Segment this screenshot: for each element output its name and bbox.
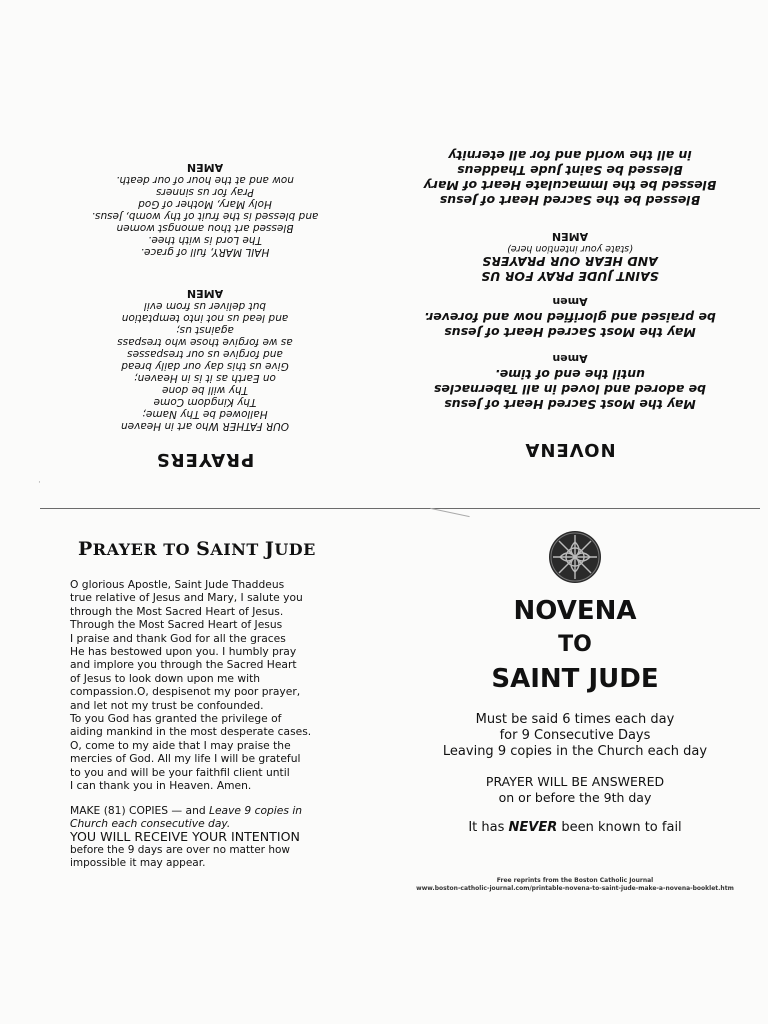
prayer-line: compassion.O, despisenot my poor prayer,: [70, 685, 301, 699]
prayer-body: [70, 578, 350, 793]
intention-promise: YOU WILL RECEIVE YOUR INTENTION: [70, 828, 300, 844]
prayer-line: on Earth as it is in Heaven;: [134, 372, 276, 384]
prayer-line: The Lord is with thee.: [148, 234, 262, 246]
novena-block-4: [400, 148, 740, 208]
prayer-line: now and at the hour of our death.: [116, 174, 294, 186]
prayer-line: Give us this day our daily bread: [121, 360, 289, 372]
prayer-line: through the Most Sacred Heart of Jesus.: [70, 604, 284, 618]
novena-line: SAINT JUDE PRAY FOR US: [481, 269, 659, 284]
prayer-line: I can thank you in Heaven. Amen.: [70, 779, 252, 793]
prayer-line: to you and will be your faithfil client until: [70, 765, 290, 779]
before-line: impossible it may appear.: [70, 856, 206, 869]
novena-block-1: [400, 352, 740, 412]
prayer-line: I praise and thank God for all the graces: [70, 631, 286, 645]
prayer-line: He has bestowed upon you. I humbly pray: [70, 645, 297, 659]
novena-line: until the end of time.: [495, 367, 645, 382]
prayer-line: OUR FATHER Who art in Heaven: [120, 420, 290, 432]
novena-block-2: [400, 295, 740, 340]
prayer-line: of Jesus to look down upon me with: [70, 671, 261, 685]
prayer-line: mercies of God. All my life I will be grateful: [70, 752, 301, 766]
prayer-line: Hallowed be Thy Name;: [142, 408, 268, 420]
amen-label: AMEN: [186, 161, 224, 174]
before-line: before the 9 days are over no matter how: [70, 843, 291, 856]
intention-note: (state your intention here): [507, 243, 633, 254]
prayer-line: and implore you through the Sacred Heart: [70, 658, 297, 672]
prayer-line: against us;: [176, 324, 234, 336]
cover-title: [400, 594, 750, 696]
instruction-line: Must be said 6 times each day: [475, 712, 675, 727]
novena-line: May the Most Sacred Heart of Jesus: [444, 325, 696, 340]
instruction-line: for 9 Consecutive Days: [499, 728, 651, 743]
prayer-line: HAIL MARY, full of grace.: [140, 246, 270, 258]
prayers-panel-upside-down: [30, 118, 380, 478]
amen-label: AMEN: [186, 287, 224, 300]
fold-divider: [40, 508, 760, 509]
prayer-line: and lead us not into temptation: [121, 312, 289, 324]
prayer-line: Blessed art thou amongst women: [116, 222, 294, 234]
cover-title-line: NOVENA: [513, 596, 637, 626]
prayer-line: O, come to my aide that I may praise the: [70, 738, 291, 752]
answered-note: PRAYER WILL BE ANSWERED on or before the 9th day: [485, 774, 665, 805]
novena-panel-upside-down: [400, 100, 740, 480]
novena-line: be praised and glorified now and forever.: [424, 310, 716, 325]
instruction-line: Leaving 9 copies in the Church each day: [442, 744, 708, 759]
reprint-credit: Free reprints from the Boston Catholic Journal www.boston-catholic-journal.com/printable-novena-to-saint-jude-make-a-novena-booklet.htm: [416, 877, 734, 892]
novena-line: in all the world and for all eternity: [448, 148, 692, 163]
prayer-line: and let not my trust be confounded.: [70, 698, 264, 712]
cover-title-line: TO: [558, 632, 592, 657]
prayer-line: To you God has granted the privilege of: [70, 712, 282, 726]
prayer-line: O glorious Apostle, Saint Jude Thaddeus: [70, 578, 285, 591]
rosette-emblem-icon: [548, 530, 602, 584]
prayer-line: Through the Most Sacred Heart of Jesus: [70, 618, 283, 632]
scan-speck: ·: [38, 478, 41, 488]
prayer-line: Thy Kingdom Come: [153, 396, 257, 408]
prayer-line: Holy Mary, Mother of God: [138, 198, 272, 210]
prayer-line: and forgive us our trespasses: [127, 348, 283, 360]
our-father-prayer: [30, 287, 380, 432]
prayer-title: PRAYER TO SAINT JUDE: [78, 538, 316, 560]
prayer-line: true relative of Jesus and Mary, I salute you: [70, 591, 303, 605]
novena-header: NOVENA: [524, 439, 616, 460]
prayer-line: aiding mankind in the most desperate cases.: [70, 725, 312, 739]
amen-label: Amen: [552, 352, 588, 365]
cover-title-line: SAINT JUDE: [491, 664, 659, 694]
novena-line: AND HEAR OUR PRAYERS: [482, 254, 658, 269]
novena-line: Blessed be the Sacred Heart of Jesus: [439, 193, 701, 208]
prayer-line: Thy will be done: [162, 384, 248, 396]
prayers-header: PRAYERS: [155, 449, 255, 470]
novena-line: Blessed be Saint Jude Thaddeus: [457, 163, 683, 178]
instructions: [400, 712, 750, 760]
novena-block-3: [400, 230, 740, 284]
novena-line: be adored and loved in all Tabernacles: [433, 382, 707, 397]
amen-label: Amen: [552, 295, 588, 308]
scan-mark: [430, 508, 469, 517]
prayer-line: and blessed is the fruit of thy womb, Jesus.: [91, 210, 319, 222]
prayer-line: but deliver us from evil: [143, 300, 267, 312]
never-fail-note: It has NEVER been known to fail: [468, 820, 682, 835]
prayer-panel: [70, 538, 350, 878]
cover-panel: [400, 525, 750, 915]
novena-line: Blessed be the Immaculate Heart of Mary: [423, 178, 717, 193]
prayer-line: as we forgive those who trespass: [117, 336, 293, 348]
copies-instruction: MAKE (81) COPIES — and Leave 9 copies in Church each consecutive day. YOU WILL RECEIVE YOUR INTENTION before the 9 days are over no matter how impossible it may appear.: [70, 804, 350, 870]
prayer-line: Pray for us sinners: [156, 186, 254, 198]
novena-line: May the Most Sacred Heart of Jesus: [444, 397, 696, 412]
amen-label: AMEN: [551, 230, 589, 243]
hail-mary-prayer: [30, 161, 380, 258]
